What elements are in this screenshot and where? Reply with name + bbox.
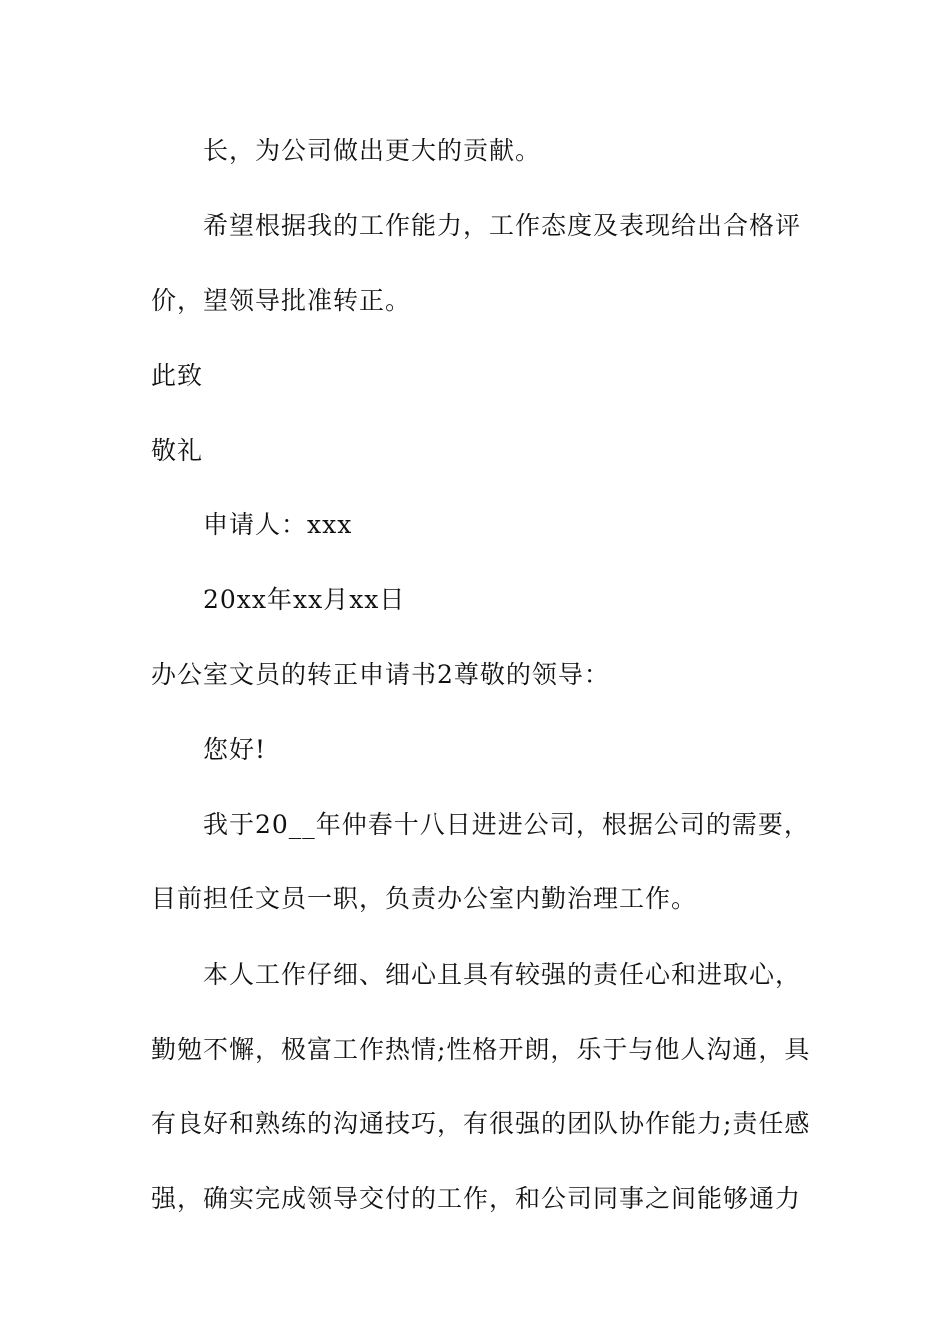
closing-salutation: 此致 [151,361,204,390]
text-line: 目前担任文员一职，负责办公室内勤治理工作。 [151,884,698,913]
text-line: 希望根据我的工作能力，工作态度及表现给出合格评 [203,211,802,240]
text-line: 本人工作仔细、细心且具有较强的责任心和进取心， [203,960,802,989]
text-line: 长，为公司做出更大的贡献。 [203,136,542,165]
signature-date: 20xx年xx月xx日 [203,585,406,614]
section-title: 办公室文员的转正申请书2尊敬的领导： [151,660,610,689]
greeting: 您好! [203,735,267,764]
text-line: 强，确实完成领导交付的工作，和公司同事之间能够通力 [151,1184,802,1213]
applicant-signature: 申请人：xxx [203,510,353,539]
text-line: 价，望领导批准转正。 [151,286,412,315]
text-line: 有良好和熟练的沟通技巧，有很强的团队协作能力;责任感 [151,1109,811,1138]
text-line: 勤勉不懈，极富工作热情;性格开朗，乐于与他人沟通，具 [151,1035,811,1064]
text-line: 我于20__年仲春十八日进进公司，根据公司的需要， [203,810,810,839]
closing-regards: 敬礼 [151,436,204,465]
